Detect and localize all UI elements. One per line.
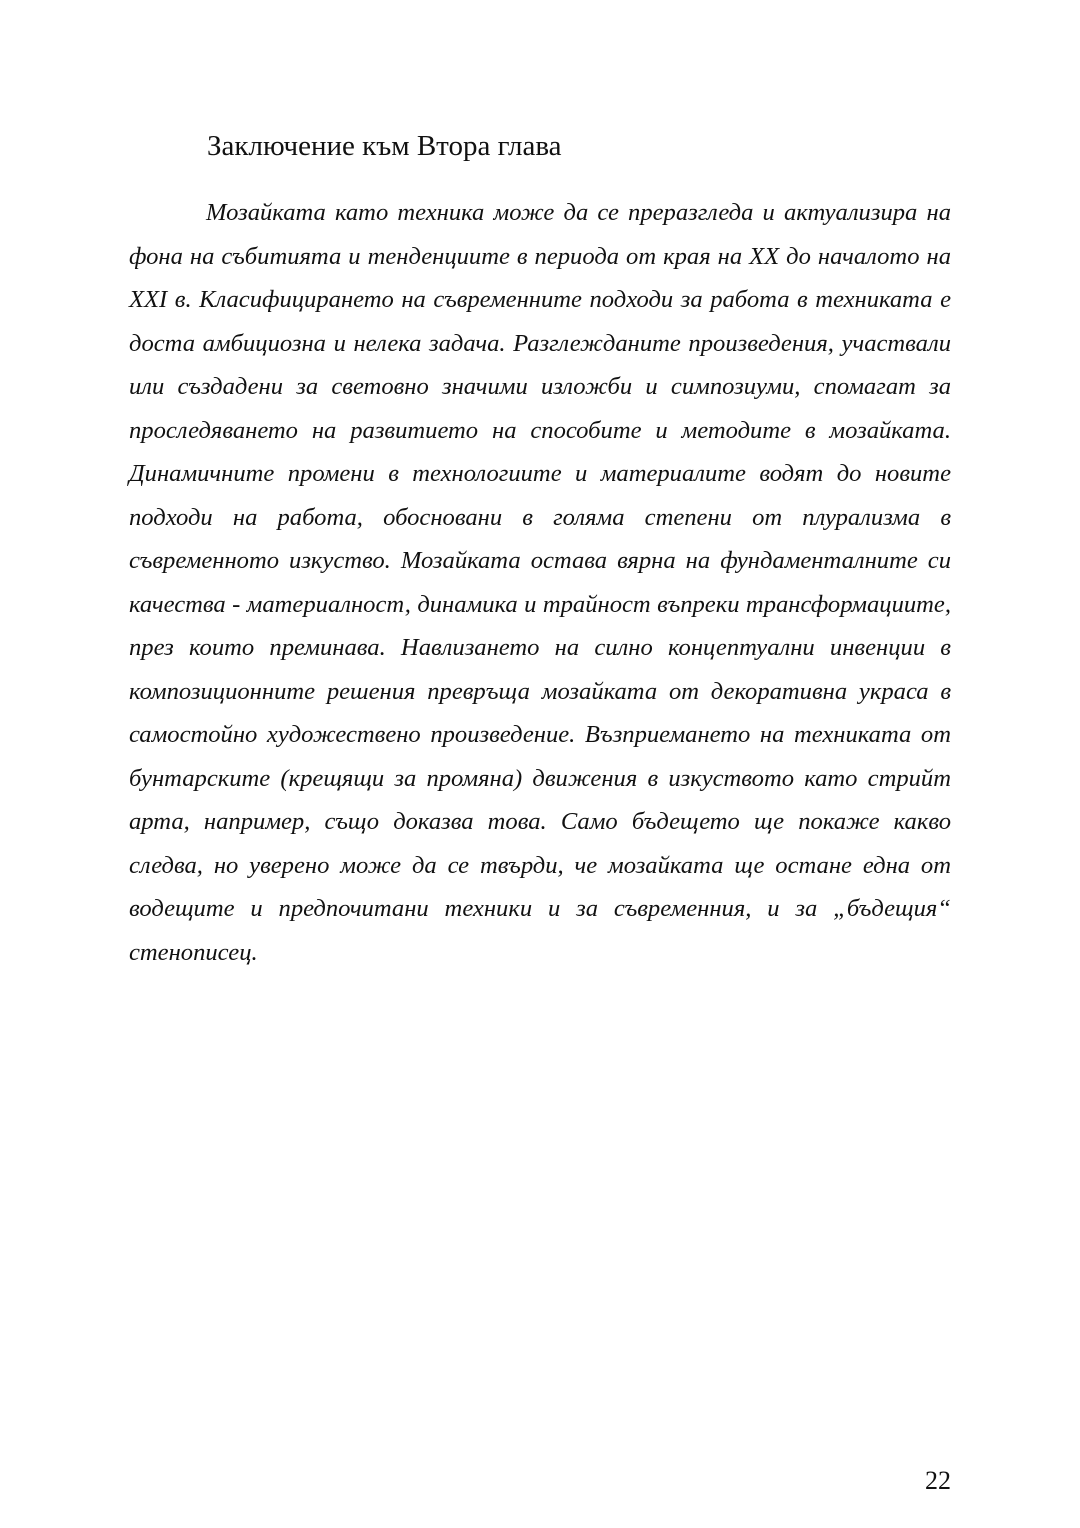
page-number: 22 — [925, 1466, 951, 1495]
conclusion-paragraph: Мозайката като техника може да се преразгледа и актуализира на фона на събитията и тенденциите в периода от края на XX до началото на XXI в. Класифицирането на съвременните подходи за работа в техниката е доста амбициозна и нелека задача. Разглежданите произведения, участвали или създадени за световно значими изложби и симпозиуми, спомагат за проследяването на развитието на способите и методите в мозайката. Динамичните промени в технологиите и материалите водят до новите подходи на работа, обосновани в голяма степени от плурализма в съвременното изкуство. Мозайката остава вярна на фундаменталните си качества - материалност, динамика и трайност въпреки трансформациите, през които преминава. Навлизането на силно концептуални инвенции в композиционните решения превръща мозайката от декоративна украса в самостойно художествено произведение. Възприемането на техниката от бунтарските (крещящи за промяна) движения в изкуството като стрийт арта, например, също доказва това. Само бъдещето ще покаже какво следва, но уверено може да се твърди, че мозайката ще остане една от водещите и предпочитани техники и за съвременния, и за „бъдещия“ стенописец. — [129, 199, 951, 966]
section-heading: Заключение към Втора глава — [207, 130, 562, 162]
